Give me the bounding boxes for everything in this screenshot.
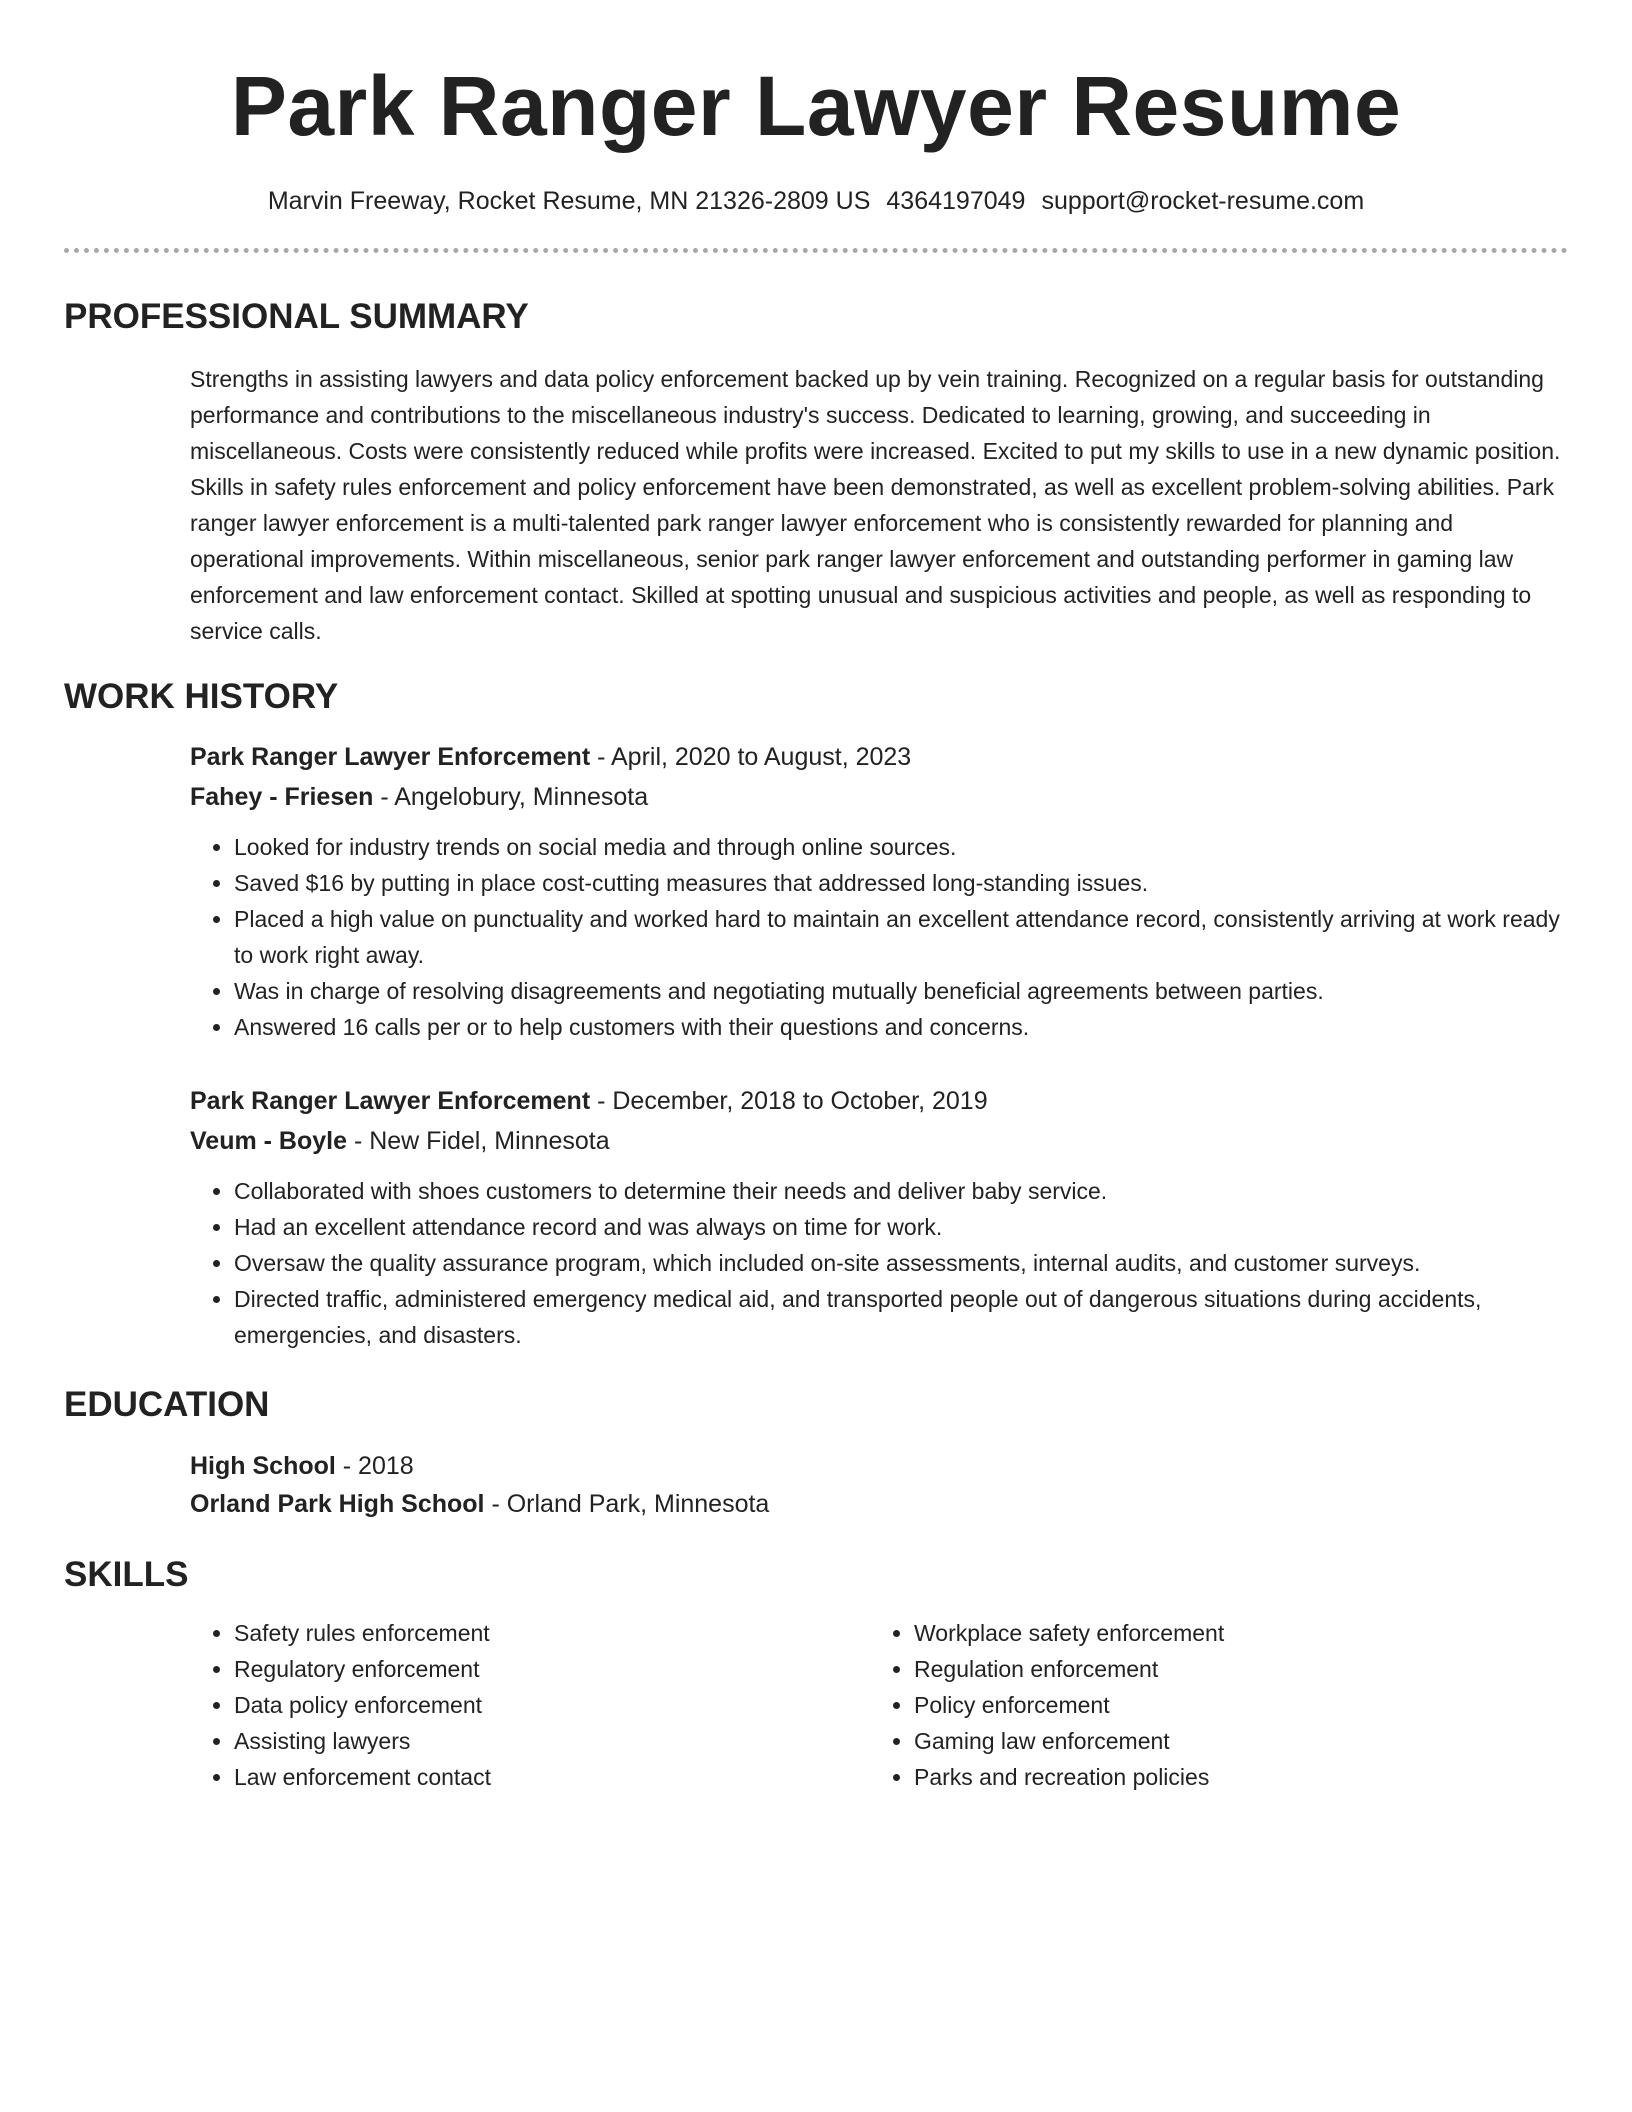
skill-item: • Parks and recreation policies [914, 1759, 1550, 1795]
job-bullet: • Collaborated with shoes customers to determine their needs and deliver baby service. [234, 1173, 1568, 1209]
education-year: - 2018 [335, 1452, 414, 1480]
skill-item: • Safety rules enforcement [234, 1615, 870, 1651]
education-school: Orland Park High School [190, 1490, 485, 1518]
skill-item: • Assisting lawyers [234, 1723, 870, 1759]
job-company: Veum - Boyle [190, 1127, 347, 1155]
resume-title: Park Ranger Lawyer Resume [230, 59, 1402, 153]
skills-column-left [190, 1615, 870, 1795]
education-school-line [190, 1485, 1568, 1523]
education-degree-line [190, 1447, 1568, 1485]
summary-heading: PROFESSIONAL SUMMARY [64, 297, 529, 336]
job-title-line [190, 737, 1568, 777]
job-bullets [190, 829, 1568, 1045]
job-location: - Angelobury, Minnesota [373, 783, 649, 811]
job-entry [190, 737, 1568, 1045]
job-bullet: • Looked for industry trends on social media and through online sources. [234, 829, 1568, 865]
job-bullets [190, 1173, 1568, 1353]
resume-page [64, 0, 1568, 1795]
job-bullet: • Saved $16 by putting in place cost-cutting measures that addressed long-standing issues. [234, 865, 1568, 901]
job-bullet: • Was in charge of resolving disagreements and negotiating mutually beneficial agreements between parties. [234, 973, 1568, 1009]
skills-column-right [870, 1615, 1550, 1795]
job-location: - New Fidel, Minnesota [347, 1127, 610, 1155]
header-divider [64, 248, 1568, 253]
job-title: Park Ranger Lawyer Enforcement [190, 1087, 591, 1115]
job-bullet: • Oversaw the quality assurance program, which included on-site assessments, internal audits, and customer surveys. [234, 1245, 1568, 1281]
job-dates: - December, 2018 to October, 2019 [590, 1087, 988, 1115]
skills-heading: SKILLS [64, 1555, 189, 1594]
summary-text: Strengths in assisting lawyers and data policy enforcement backed up by vein training. Recognized on a regular basis for outstanding performance and contributions to the miscellaneous industry's success. Dedicated to learning, growing, and succeeding in miscellaneous. Costs were consistently reduced while profits were increased. Excited to put my skills to use in a new dynamic position. Skills in safety rules enforcement and policy enforcement have been demonstrated, as well as excellent problem-solving abilities. Park ranger lawyer enforcement is a multi-talented park ranger lawyer enforcement who is consistently rewarded for planning and operational improvements. Within miscellaneous, senior park ranger lawyer enforcement and outstanding performer in gaming law enforcement and law enforcement contact. Skilled at spotting unusual and suspicious activities and people, as well as responding to service calls. [190, 366, 1561, 644]
education-heading: EDUCATION [64, 1385, 270, 1424]
skills-list [190, 1615, 1568, 1795]
skill-item: • Data policy enforcement [234, 1687, 870, 1723]
skill-item: • Gaming law enforcement [914, 1723, 1550, 1759]
skill-item: • Regulatory enforcement [234, 1651, 870, 1687]
contact-address: Marvin Freeway, Rocket Resume, MN 21326-2809 US [267, 187, 871, 215]
job-company-line [190, 777, 1568, 817]
education-location: - Orland Park, Minnesota [484, 1490, 770, 1518]
work-history-heading: WORK HISTORY [64, 677, 339, 716]
education-degree: High School [190, 1452, 336, 1480]
job-title: Park Ranger Lawyer Enforcement [190, 743, 591, 771]
contact-email: support@rocket-resume.com [1041, 187, 1365, 215]
job-dates: - April, 2020 to August, 2023 [590, 743, 912, 771]
education-entry [190, 1447, 1568, 1523]
job-company-line [190, 1121, 1568, 1161]
skill-item: • Policy enforcement [914, 1687, 1550, 1723]
contact-line [64, 184, 1568, 218]
job-bullet: • Directed traffic, administered emergency medical aid, and transported people out of dangerous situations during accidents, emergencies, and disasters. [234, 1281, 1568, 1353]
job-company: Fahey - Friesen [190, 783, 374, 811]
job-entry [190, 1081, 1568, 1353]
job-bullet: • Placed a high value on punctuality and worked hard to maintain an excellent attendance record, consistently arriving at work ready to work right away. [234, 901, 1568, 973]
job-bullet: • Had an excellent attendance record and was always on time for work. [234, 1209, 1568, 1245]
job-title-line [190, 1081, 1568, 1121]
skill-item: • Workplace safety enforcement [914, 1615, 1550, 1651]
skill-item: • Law enforcement contact [234, 1759, 870, 1795]
skill-item: • Regulation enforcement [914, 1651, 1550, 1687]
job-bullet: • Answered 16 calls per or to help customers with their questions and concerns. [234, 1009, 1568, 1045]
contact-phone: 4364197049 [886, 187, 1026, 215]
